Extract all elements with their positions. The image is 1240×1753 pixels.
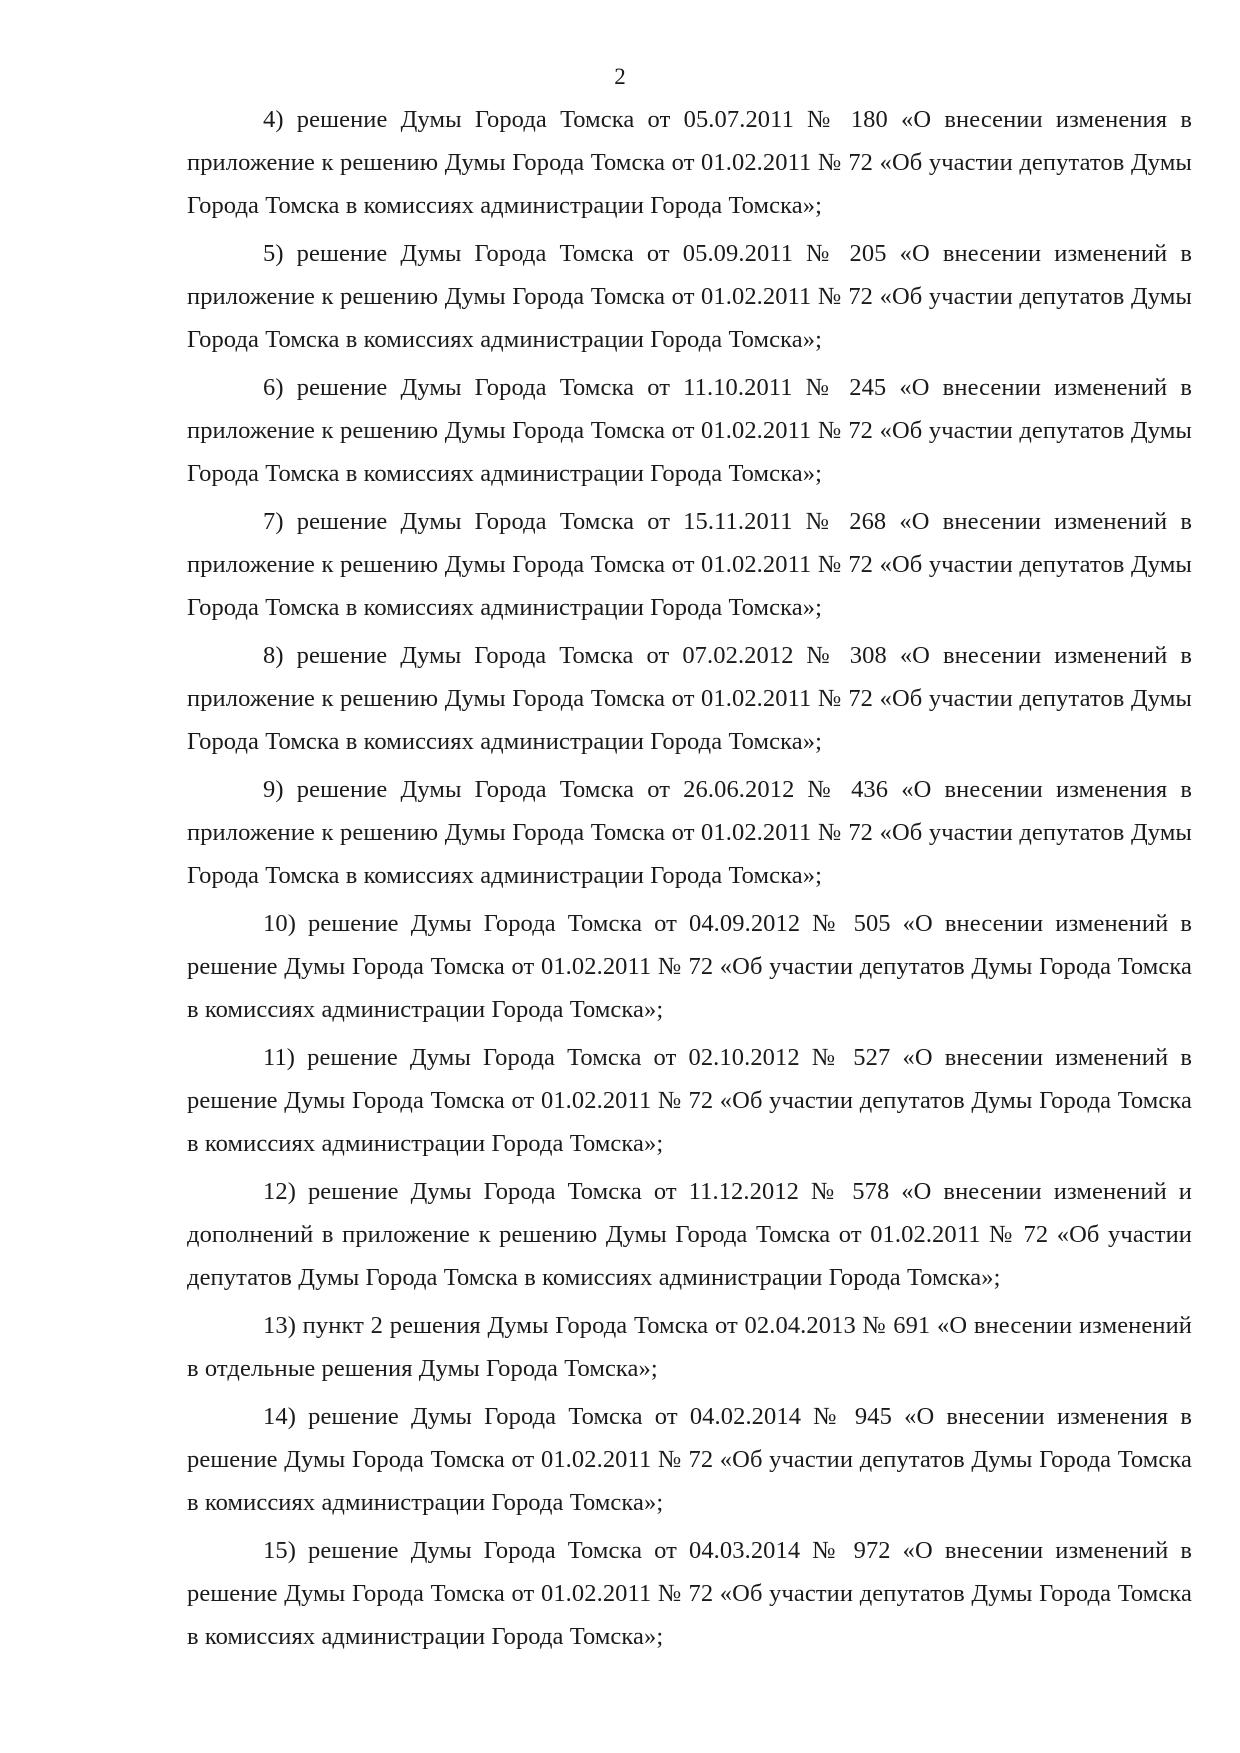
list-item: 12) решение Думы Города Томска от 11.12.2012 № 578 «О внесении изменений и дополнений в приложение к решению Думы Города Томска от 01.02.2011 № 72 «Об участии депутатов Думы Города Томска в комиссиях администрации Города Томска»; <box>187 1178 1192 1291</box>
list-item: 15) решение Думы Города Томска от 04.03.2014 № 972 «О внесении изменений в решение Думы Города Томска от 01.02.2011 № 72 «Об участии депутатов Думы Города Томска в комиссиях администрации Города Томска»; <box>187 1537 1192 1650</box>
list-item: 5) решение Думы Города Томска от 05.09.2011 № 205 «О внесении изменений в приложение к решению Думы Города Томска от 01.02.2011 № 72 «Об участии депутатов Думы Города Томска в комиссиях администрации Города Томска»; <box>187 240 1192 353</box>
list-item: 4) решение Думы Города Томска от 05.07.2011 № 180 «О внесении изменения в приложение к решению Думы Города Томска от 01.02.2011 № 72 «Об участии депутатов Думы Города Томска в комиссиях администрации Города Томска»; <box>187 106 1192 219</box>
list-item: 7) решение Думы Города Томска от 15.11.2011 № 268 «О внесении изменений в приложение к решению Думы Города Томска от 01.02.2011 № 72 «Об участии депутатов Думы Города Томска в комиссиях администрации Города Томска»; <box>187 508 1192 621</box>
list-item: 13) пункт 2 решения Думы Города Томска от 02.04.2013 № 691 «О внесении изменений в отдельные решения Думы Города Томска»; <box>187 1312 1192 1382</box>
list-item: 8) решение Думы Города Томска от 07.02.2012 № 308 «О внесении изменений в приложение к решению Думы Города Томска от 01.02.2011 № 72 «Об участии депутатов Думы Города Томска в комиссиях администрации Города Томска»; <box>187 642 1192 755</box>
list-item: 9) решение Думы Города Томска от 26.06.2012 № 436 «О внесении изменения в приложение к решению Думы Города Томска от 01.02.2011 № 72 «Об участии депутатов Думы Города Томска в комиссиях администрации Города Томска»; <box>187 776 1192 889</box>
decision-list <box>187 98 1192 1663</box>
page-number: 2 <box>614 64 626 89</box>
list-item: 6) решение Думы Города Томска от 11.10.2011 № 245 «О внесении изменений в приложение к решению Думы Города Томска от 01.02.2011 № 72 «Об участии депутатов Думы Города Томска в комиссиях администрации Города Томска»; <box>187 374 1192 487</box>
list-item: 11) решение Думы Города Томска от 02.10.2012 № 527 «О внесении изменений в решение Думы Города Томска от 01.02.2011 № 72 «Об участии депутатов Думы Города Томска в комиссиях администрации Города Томска»; <box>187 1044 1192 1157</box>
list-item: 10) решение Думы Города Томска от 04.09.2012 № 505 «О внесении изменений в решение Думы Города Томска от 01.02.2011 № 72 «Об участии депутатов Думы Города Томска в комиссиях администрации Города Томска»; <box>187 910 1192 1023</box>
list-item: 14) решение Думы Города Томска от 04.02.2014 № 945 «О внесении изменения в решение Думы Города Томска от 01.02.2011 № 72 «Об участии депутатов Думы Города Томска в комиссиях администрации Города Томска»; <box>187 1403 1192 1516</box>
